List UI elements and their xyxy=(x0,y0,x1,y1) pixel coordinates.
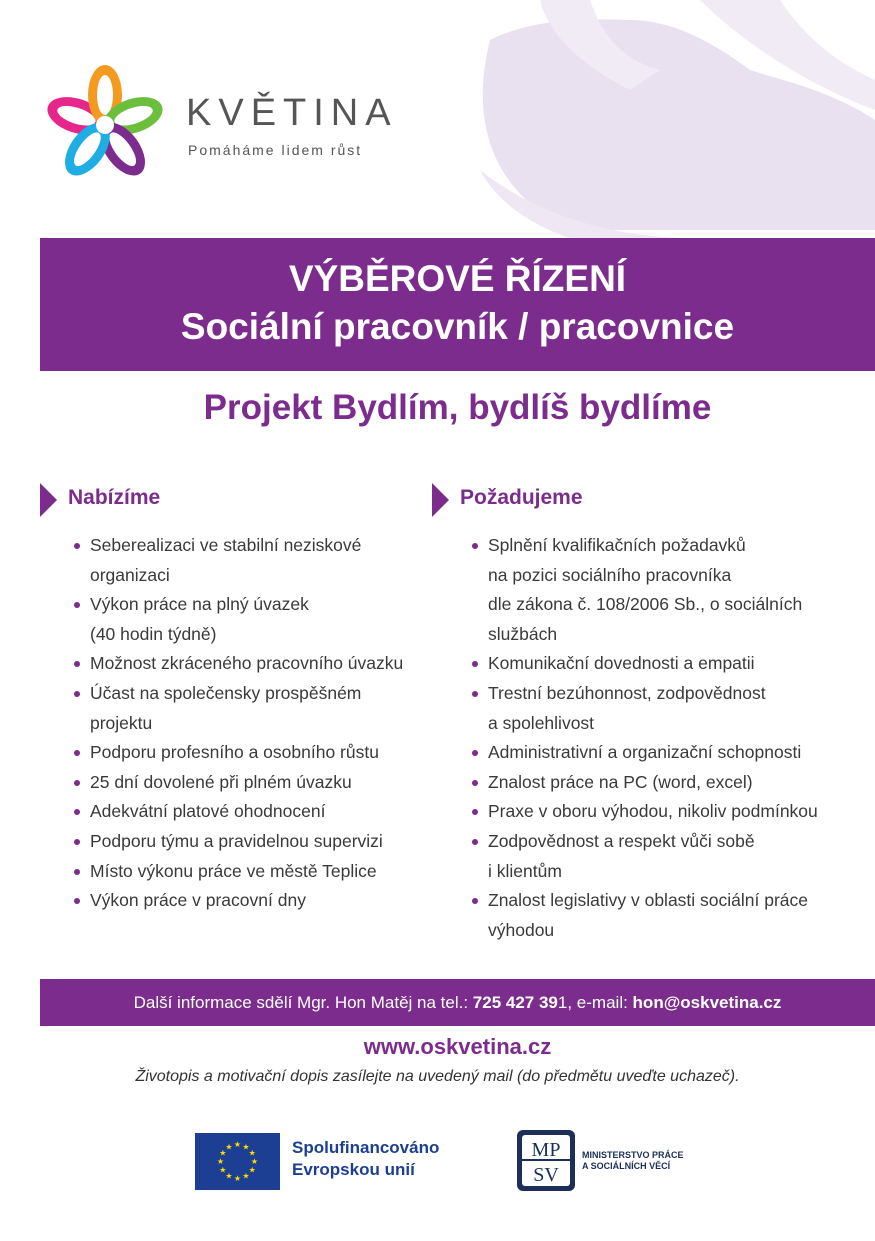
list-item-continuation: výhodou xyxy=(488,919,555,940)
offer-heading: Nabízíme xyxy=(68,486,161,509)
list-item: Místo výkonu práce ve městě Teplice xyxy=(72,857,403,887)
list-item: Výkon práce v pracovní dny xyxy=(72,886,403,916)
list-item-continuation: organizaci xyxy=(90,564,170,585)
eu-star-icon: ★ xyxy=(219,1148,227,1158)
list-item-continuation: službách xyxy=(488,623,558,644)
mpsv-name xyxy=(582,1150,684,1172)
list-item: Účast na společensky prospěšném xyxy=(72,679,403,709)
list-item: Praxe v oboru výhodou, nikoliv podmínkou xyxy=(470,797,818,827)
list-item: Podporu profesního a osobního růstu xyxy=(72,738,403,768)
list-item: Možnost zkráceného pracovního úvazku xyxy=(72,649,403,679)
list-item: Trestní bezúhonnost, zodpovědnost xyxy=(470,679,818,709)
eu-cofinancing-text xyxy=(292,1137,439,1181)
eu-star-icon: ★ xyxy=(216,1157,225,1166)
contact-text: Další informace sdělí Mgr. Hon Matěj na tel.: xyxy=(133,993,473,1012)
offer-column xyxy=(40,483,430,911)
contact-phone[interactable]: 725 427 39 xyxy=(472,993,558,1012)
offer-heading-row xyxy=(40,483,430,517)
kvetina-flower-logo xyxy=(40,60,170,190)
page-title: VÝBĚROVÉ ŘÍZENÍ xyxy=(288,258,627,299)
list-item: Splnění kvalifikačních požadavků xyxy=(470,531,818,561)
contact-email-label: , e-mail: xyxy=(567,993,633,1012)
offer-list xyxy=(72,531,403,916)
list-item: Seberealizaci ve stabilní neziskové xyxy=(72,531,403,561)
list-item-continuation: na pozici sociálního pracovníka xyxy=(488,564,732,585)
contact-email-link[interactable]: hon@oskvetina.cz xyxy=(632,993,782,1012)
arrow-right-icon xyxy=(432,483,449,517)
list-item: 25 dní dovolené při plném úvazku xyxy=(72,768,403,798)
eu-star-icon: ★ xyxy=(225,1142,233,1152)
position-title: Sociální pracovník / pracovnice xyxy=(180,306,735,347)
brand-tagline: Pomáháme lidem růst xyxy=(188,142,363,158)
eu-text-line1: Spolufinancováno xyxy=(292,1138,440,1157)
title-banner xyxy=(40,238,875,371)
contact-phone-tail: 1 xyxy=(557,993,568,1012)
mpsv-logo xyxy=(516,1129,576,1192)
eu-star-icon: ★ xyxy=(248,1148,256,1158)
list-item: Adekvátní platové ohodnocení xyxy=(72,797,403,827)
list-item-continuation: (40 hodin týdně) xyxy=(90,623,217,644)
list-item: Znalost legislativy v oblasti sociální práce xyxy=(470,886,818,916)
hand-watermark-icon xyxy=(450,0,875,240)
project-title: Projekt Bydlím, bydlíš bydlíme xyxy=(203,388,712,427)
list-item-continuation: projektu xyxy=(90,712,153,733)
require-list xyxy=(470,531,818,945)
eu-star-icon: ★ xyxy=(219,1165,227,1175)
list-item-continuation: i klientům xyxy=(488,860,562,881)
list-item: Administrativní a organizační schopnosti xyxy=(470,738,818,768)
eu-star-icon: ★ xyxy=(242,1142,250,1152)
list-item-continuation: a spolehlivost xyxy=(488,712,595,733)
list-item-continuation: dle zákona č. 108/2006 Sb., o sociálních xyxy=(488,594,803,615)
eu-star-icon: ★ xyxy=(233,1174,242,1183)
arrow-right-icon xyxy=(40,483,57,517)
eu-star-icon: ★ xyxy=(233,1140,242,1149)
list-item: Zodpovědnost a respekt vůči sobě xyxy=(470,827,818,857)
require-column xyxy=(432,483,832,940)
mpsv-logo-text-bottom: SV xyxy=(533,1164,559,1186)
eu-star-icon: ★ xyxy=(225,1171,233,1181)
mpsv-line2: A SOCIÁLNÍCH VĚCÍ xyxy=(582,1161,671,1171)
contact-bar xyxy=(40,979,875,1026)
list-item: Komunikační dovednosti a empatii xyxy=(470,649,818,679)
mpsv-logo-text-top: MP xyxy=(531,1139,561,1161)
mpsv-line1: MINISTERSTVO PRÁCE xyxy=(582,1150,684,1160)
eu-flag-icon xyxy=(195,1133,280,1190)
eu-star-icon: ★ xyxy=(242,1171,250,1181)
application-note: Životopis a motivační dopis zasílejte na uvedený mail (do předmětu uveďte uchazeč). xyxy=(135,1068,740,1085)
require-heading-row xyxy=(432,483,832,517)
eu-star-icon: ★ xyxy=(248,1165,256,1175)
require-heading: Požadujeme xyxy=(460,486,583,509)
eu-text-line2: Evropskou unií xyxy=(292,1160,415,1179)
list-item: Podporu týmu a pravidelnou supervizi xyxy=(72,827,403,857)
list-item: Znalost práce na PC (word, excel) xyxy=(470,768,818,798)
website-link[interactable]: www.oskvetina.cz xyxy=(363,1034,552,1059)
list-item: Výkon práce na plný úvazek xyxy=(72,590,403,620)
eu-star-icon: ★ xyxy=(250,1157,259,1166)
brand-name: KVĚTINA xyxy=(186,92,398,134)
